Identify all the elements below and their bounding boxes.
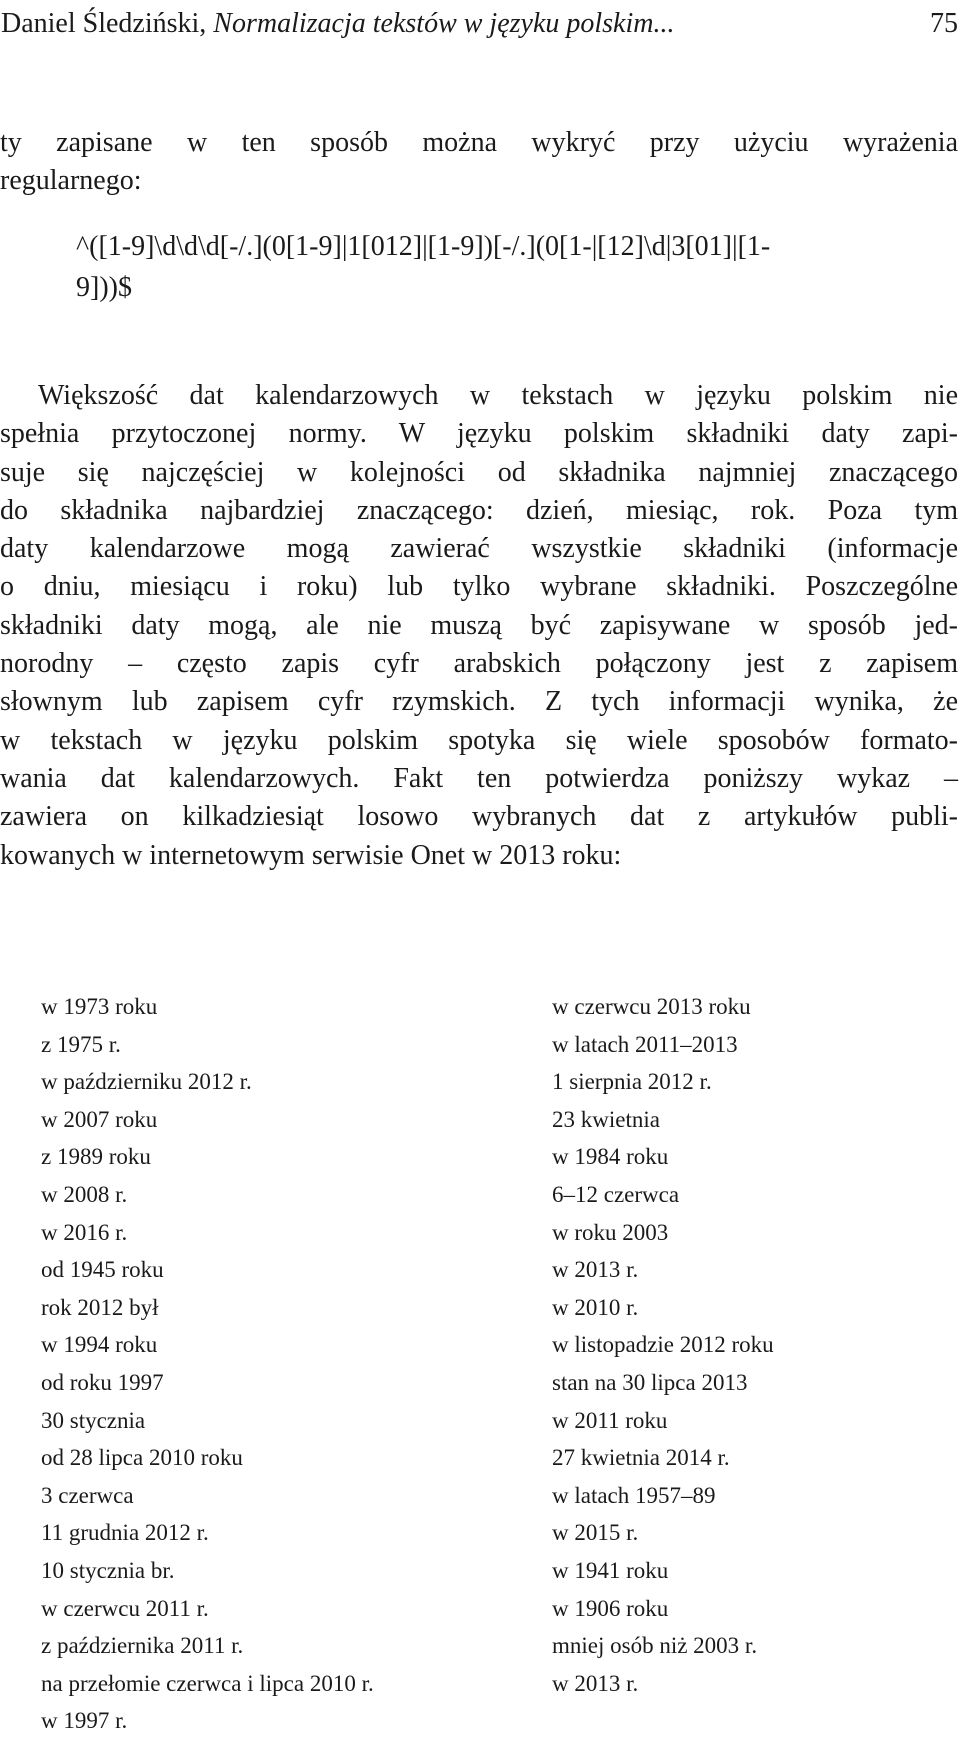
date-item: w 1984 roku [552,1144,669,1170]
date-item: w 1973 roku [41,994,158,1019]
date-item: w 2016 r. [41,1219,128,1245]
page-number: 75 [930,8,958,39]
text-line: spełnia przytoczonej normy. W języku polskim składniki daty zapi- [0,418,958,450]
regex-line: ^([1-9]\d\d\d[-/.](0[1-9]|1[012]|[1-9])[-/.](0[1-|[12]\d|3[01]|[1- [76,231,771,262]
date-list-left [41,988,374,1740]
date-item: 3 czerwca [41,1482,134,1508]
body-paragraph [0,377,958,875]
date-item: 11 grudnia 2012 r. [41,1520,209,1546]
text-line: kowanych w internetowym serwisie Onet w 2013 roku: [0,839,622,871]
date-item: 10 stycznia br. [41,1557,175,1583]
date-item: 6–12 czerwca [552,1181,680,1207]
date-item: w 2015 r. [552,1520,639,1546]
date-item: w 2013 r. [552,1670,639,1696]
date-item: w listopadzie 2012 roku [552,1332,774,1358]
date-item: w czerwcu 2013 roku [552,994,751,1019]
date-item: 30 stycznia [41,1407,146,1433]
date-list-right [552,988,774,1702]
author-name: Daniel Śledziński, [1,8,214,39]
intro-paragraph [0,124,958,201]
date-item: od 1945 roku [41,1257,164,1283]
text-line: ty zapisane w ten sposób można wykryć przy użyciu wyrażenia [0,127,958,158]
regex-expression [76,226,958,308]
date-item: w 2008 r. [41,1181,128,1207]
date-item: mniej osób niż 2003 r. [552,1633,758,1659]
date-item: w 2011 roku [552,1407,668,1433]
date-item: 27 kwietnia 2014 r. [552,1445,730,1471]
date-item: w 1941 roku [552,1557,669,1583]
date-item: z 1975 r. [41,1031,121,1057]
date-item: w 2013 r. [552,1257,639,1283]
date-item: w 2010 r. [552,1294,639,1320]
date-item: od roku 1997 [41,1369,164,1395]
text-line: wania dat kalendarzowych. Fakt ten potwierdza poniższy wykaz – [0,762,958,794]
date-item: w 1994 roku [41,1332,158,1358]
text-line: suje się najczęściej w kolejności od składnika najmniej znaczącego [0,456,958,488]
date-item: z października 2011 r. [41,1633,244,1659]
text-line: do składnika najbardziej znaczącego: dzień, miesiąc, rok. Poza tym [0,494,958,526]
date-item: w czerwcu 2011 r. [41,1595,209,1621]
article-title: Normalizacja tekstów w języku polskim... [213,8,675,39]
date-item: 1 sierpnia 2012 r. [552,1069,712,1095]
date-item: 23 kwietnia [552,1106,660,1132]
text-line: słownym lub zapisem cyfr rzymskich. Z tych informacji wynika, że [0,686,958,718]
text-line: daty kalendarzowe mogą zawierać wszystkie składniki (informacje [0,533,958,565]
date-item: na przełomie czerwca i lipca 2010 r. [41,1670,374,1696]
running-title [1,4,674,44]
text-line: norodny – często zapis cyfr arabskich połączony jest z zapisem [0,648,958,680]
date-item: w 2007 roku [41,1106,158,1132]
text-line: składniki daty mogą, ale nie muszą być zapisywane w sposób jed- [0,609,958,641]
date-item: w roku 2003 [552,1219,669,1245]
date-item: od 28 lipca 2010 roku [41,1445,243,1471]
date-item: rok 2012 był [41,1294,159,1320]
text-line: Większość dat kalendarzowych w tekstach w języku polskim nie [38,380,958,411]
date-item: w 1997 r. [41,1708,128,1734]
date-item: w latach 1957–89 [552,1482,716,1508]
regex-line: 9]))$ [76,272,132,303]
text-line: zawiera on kilkadziesiąt losowo wybranych dat z artykułów publi- [0,801,958,833]
text-line: w tekstach w języku polskim spotyka się wiele sposobów formato- [0,724,958,756]
text-line: o dniu, miesiącu i roku) lub tylko wybrane składniki. Poszczególne [0,571,958,603]
date-item: stan na 30 lipca 2013 [552,1369,748,1395]
date-item: w październiku 2012 r. [41,1069,252,1095]
page-header [0,4,960,44]
text-line: regularnego: [0,165,142,197]
date-item: w latach 2011–2013 [552,1031,738,1057]
date-item: z 1989 roku [41,1144,151,1170]
date-item: w 1906 roku [552,1595,669,1621]
